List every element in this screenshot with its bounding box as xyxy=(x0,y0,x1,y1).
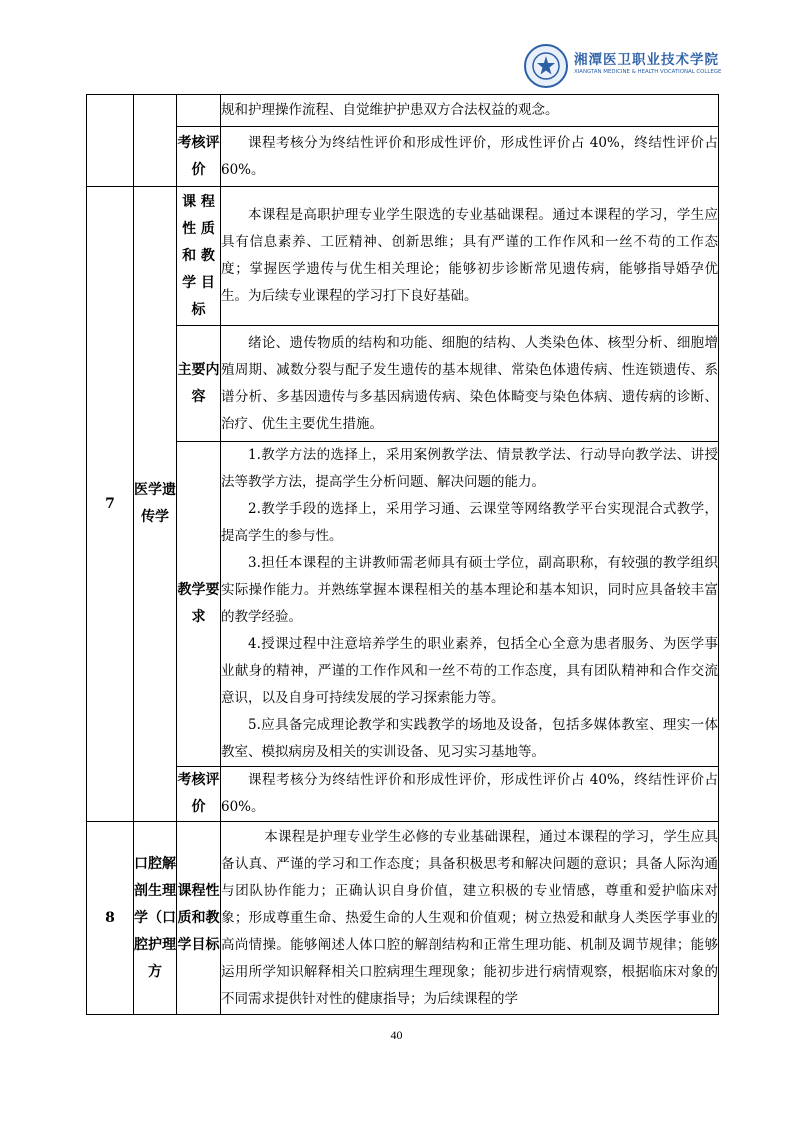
table-cell xyxy=(221,822,719,1015)
table-row xyxy=(87,187,719,326)
course-number: 7 xyxy=(87,187,134,822)
table-cell xyxy=(87,95,134,187)
course-number: 8 xyxy=(87,822,134,1015)
requirement-item: 5.应具备完成理论教学和实践教学的场地及设备，包括多媒体教室、理实一体教室、模拟病房及相关的实训设备、见习实习基地等。 xyxy=(221,717,718,760)
page-number: 40 xyxy=(390,1028,403,1042)
assessment-text: 课程考核分为终结性评价和形成性评价，形成性评价占 40%，终结性评价占 60%。 xyxy=(221,134,718,178)
requirement-item: 2.教学手段的选择上，采用学习通、云课堂等网络教学平台实现混合式教学，提高学生的参与性。 xyxy=(221,501,718,544)
requirement-label: 教学要求 xyxy=(177,442,221,767)
content-label: 主要内容 xyxy=(177,326,221,442)
table-cell xyxy=(134,95,177,187)
nature-label: 课程性质和教学目标 xyxy=(177,822,221,1015)
table-cell xyxy=(221,442,719,767)
table-row xyxy=(87,95,719,127)
nature-text: 本课程是护理专业学生必修的专业基础课程，通过本课程的学习，学生应具备认真、严谨的学习和工作态度；具备积极思考和解决问题的意识；具备人际沟通与团队协作能力；正确认识自身价值，建立积极的专业情感，尊重和爱护临床对象；形成尊重生命、热爱生命的人生观和价值观；树立热爱和献身人类医学事业的高尚情操。能够阐述人体口腔的解剖结构和正常生理功能、机制及调节规律；能够运用所学知识解释相关口腔病理生理现象；能初步进行病情观察，根据临床对象的不同需求提供针对性的健康指导；为后续课程的学 xyxy=(221,828,718,1007)
table-row xyxy=(87,767,719,822)
curriculum-table xyxy=(86,94,719,1015)
assessment-label: 考核评价 xyxy=(177,127,221,187)
table-row xyxy=(87,326,719,442)
table-cell xyxy=(221,95,719,127)
requirement-item: 4.授课过程中注意培养学生的职业素养，包括全心全意为患者服务、为医学事业献身的精神，严谨的工作作风和一丝不苟的工作态度，具有团队精神和合作交流意识，以及自身可持续发展的学习探索能力等。 xyxy=(221,636,718,706)
table-row xyxy=(87,127,719,187)
course-name: 医学遗传学 xyxy=(134,187,177,822)
assessment-text: 课程考核分为终结性评价和形成性评价，形成性评价占 40%，终结性评价占 60%。 xyxy=(221,772,718,815)
table-cell xyxy=(221,767,719,822)
requirement-item: 3.担任本课程的主讲教师需老师具有硕士学位，副高职称，有较强的教学组织实际操作能力。并熟练掌握本课程相关的基本理论和基本知识，同时应具备较丰富的教学经验。 xyxy=(221,555,718,625)
nature-text: 本课程是高职护理专业学生限选的专业基础课程。通过本课程的学习，学生应具有信息素养、工匠精神、创新思维；具有严谨的工作作风和一丝不苟的工作态度；掌握医学遗传与优生相关理论；能够初步诊断常见遗传病，能够指导婚孕优生。为后续专业课程的学习打下良好基础。 xyxy=(221,207,718,304)
table-row xyxy=(87,442,719,767)
table-cell xyxy=(221,127,719,187)
school-name: 湘潭医卫职业技术学院 xyxy=(574,52,719,68)
table-row xyxy=(87,822,719,1015)
school-logo xyxy=(524,44,724,90)
course-name: 口腔解剖生理学（口腔护理方 xyxy=(134,822,177,1015)
table-cell xyxy=(177,95,221,127)
table-cell xyxy=(221,326,719,442)
continued-text: 规和护理操作流程、自觉维护护患双方合法权益的观念。 xyxy=(221,102,559,118)
content-text: 绪论、遗传物质的结构和功能、细胞的结构、人类染色体、核型分析、细胞增殖周期、减数分裂与配子发生遗传的基本规律、常染色体遗传病、性连锁遗传、系谱分析、多基因遗传与多基因病遗传病、染色体畸变与染色体病、遗传病的诊断、治疗、优生主要优生措施。 xyxy=(221,334,718,432)
nature-label: 课 程 性 质 和 教 学 目 标 xyxy=(177,187,221,326)
assessment-label: 考核评价 xyxy=(177,767,221,822)
table-cell xyxy=(221,187,719,326)
school-emblem-icon xyxy=(524,44,568,88)
requirement-item: 1.教学方法的选择上，采用案例教学法、情景教学法、行动导向教学法、讲授法等教学方法，提高学生分析问题、解决问题的能力。 xyxy=(221,447,718,490)
school-name-en: XIANGTAN MEDICINE & HEALTH VOCATIONAL COLLEGE xyxy=(574,69,722,75)
